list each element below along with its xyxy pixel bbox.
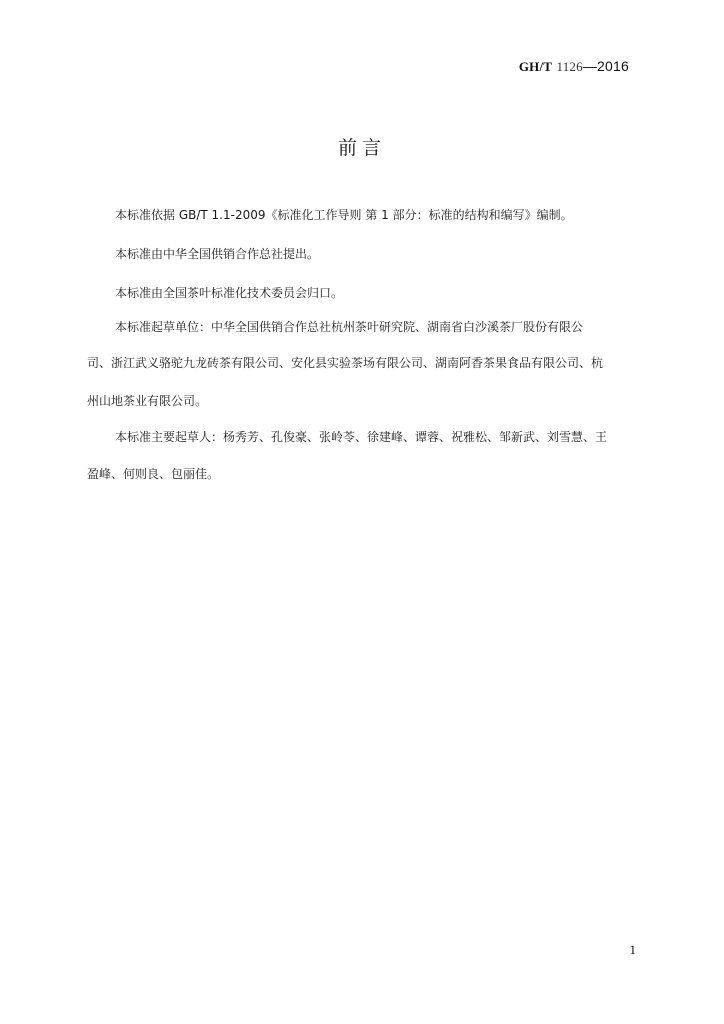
- paragraph-drafters-line-2: 盈峰、何则良、包丽佳。: [87, 467, 220, 481]
- standard-prefix: GH/T: [518, 59, 553, 74]
- paragraph-administrator: 本标准由全国茶叶标准化技术委员会归口。: [115, 286, 344, 300]
- page-title: 前言: [337, 137, 386, 159]
- standard-year: 2016: [597, 58, 629, 74]
- page-number: 1: [629, 942, 636, 957]
- paragraph-basis: 本标准依据 GB/T 1.1-2009《标准化工作导则 第 1 部分：标准的结构和编写》编制。: [115, 208, 573, 222]
- standard-code: [519, 58, 629, 75]
- paragraph-proposer: 本标准由中华全国供销合作总社提出。: [115, 247, 320, 261]
- paragraph-drafters-line-1: 本标准主要起草人：杨秀芳、孔俊豪、张岭苓、徐建峰、谭蓉、祝雅松、邹新武、刘雪慧、王: [115, 430, 608, 444]
- paragraph-drafting-units-line-2: 司、浙江武义骆驼九龙砖茶有限公司、安化县实验茶场有限公司、湖南阿香茶果食品有限公司、杭: [87, 356, 604, 370]
- standard-number: 1126: [556, 59, 583, 74]
- paragraph-drafting-units-line-1: 本标准起草单位：中华全国供销合作总社杭州茶叶研究院、湖南省白沙溪茶厂股份有限公: [115, 320, 584, 334]
- standard-separator: —: [582, 58, 598, 74]
- paragraph-drafting-units-line-3: 州山地茶业有限公司。: [87, 394, 208, 408]
